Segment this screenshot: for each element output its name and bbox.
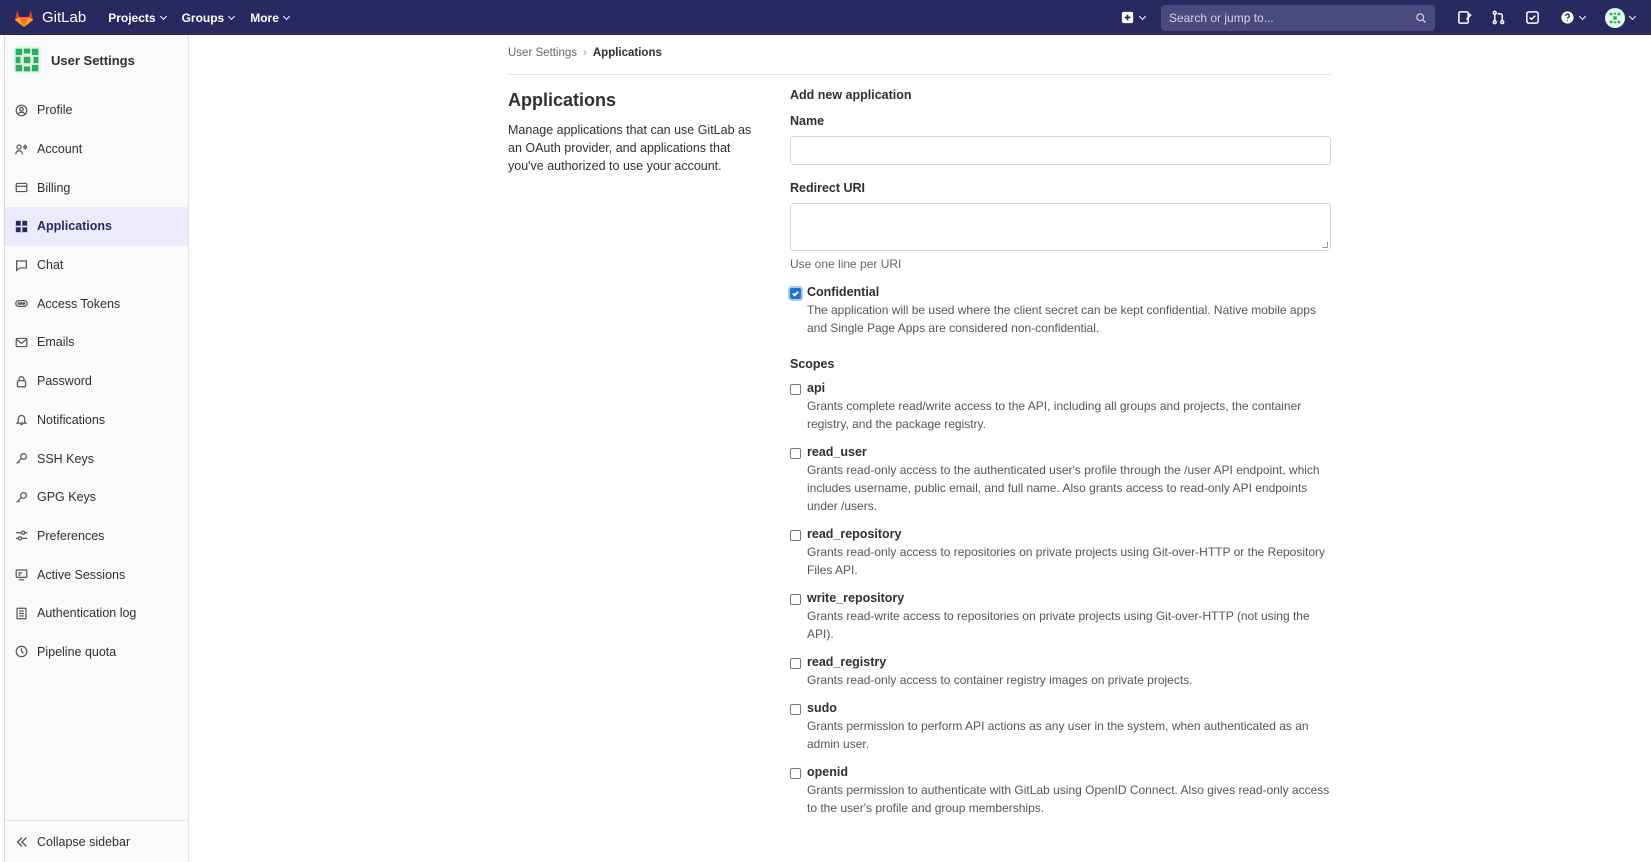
more-menu[interactable] [250, 11, 289, 25]
sidebar-item-label: Emails [37, 335, 75, 350]
sidebar-item-ssh-keys[interactable] [5, 439, 188, 478]
chevron-down-icon [283, 12, 290, 19]
projects-menu[interactable] [108, 11, 165, 25]
scope-name: sudo [807, 701, 837, 715]
sidebar-item-label: Applications [37, 219, 113, 234]
sidebar-title: User Settings [51, 52, 135, 68]
lock-icon [15, 375, 28, 388]
form-heading: Add new application [790, 88, 912, 102]
redirect-uri-help: Use one line per URI [790, 257, 902, 271]
scope-read-repository [790, 527, 1331, 579]
sidebar-item-pipeline-quota[interactable] [5, 633, 188, 672]
scope-description: Grants read-only access to container registry images on private projects. [807, 673, 1193, 687]
scope-description: Grants read-only access to the authenticated user's profile through the /user API endpoint, which includes username, public email, and full name. Also grants access to read-only API endpoints under /users. [807, 463, 1320, 513]
chevron-down-icon [1578, 12, 1585, 19]
scope-description: Grants permission to perform API actions as any user in the system, when authenticated as an admin user. [807, 719, 1309, 751]
profile-icon [15, 104, 28, 117]
email-icon [15, 336, 28, 349]
scope-sudo [790, 701, 1331, 753]
sidebar-item-authentication-log[interactable] [5, 594, 188, 633]
scope-read-repository-checkbox[interactable] [790, 530, 801, 541]
scope-name: read_registry [807, 655, 887, 669]
redirect-uri-label: Redirect URI [790, 181, 866, 195]
groups-menu[interactable] [182, 11, 235, 25]
redirect-uri-textarea[interactable] [790, 203, 1331, 251]
sidebar-item-label: Notifications [37, 412, 106, 427]
sidebar-item-label: Access Tokens [37, 296, 121, 311]
scope-write-repository-checkbox[interactable] [790, 594, 801, 605]
bell-icon [15, 413, 28, 426]
confidential-option [790, 285, 1331, 337]
plus-square-icon [1120, 10, 1135, 25]
resize-handle-icon[interactable] [1322, 242, 1328, 248]
chevron-down-icon [1138, 12, 1145, 19]
scope-description: Grants read-write access to repositories on private projects using Git-over-HTTP (not using the API). [807, 609, 1310, 641]
sidebar-item-label: Pipeline quota [37, 644, 117, 659]
key-icon [15, 452, 28, 465]
scope-read-registry-checkbox[interactable] [790, 658, 801, 669]
sidebar-item-access-tokens[interactable] [5, 284, 188, 323]
scope-name: api [807, 381, 826, 395]
intro-section [508, 90, 758, 175]
breadcrumb-user-settings[interactable]: User Settings [508, 47, 578, 59]
issues-button[interactable] [1455, 9, 1473, 27]
sidebar-item-active-sessions[interactable] [5, 555, 188, 594]
account-icon [15, 143, 28, 156]
scope-name: write_repository [807, 591, 905, 605]
billing-icon [15, 181, 28, 194]
todo-icon [1525, 10, 1540, 25]
identicon-icon [14, 47, 40, 73]
help-button[interactable] [1557, 9, 1587, 27]
sidebar-item-profile[interactable] [5, 91, 188, 130]
scope-name: read_user [807, 445, 867, 459]
collapse-sidebar-button[interactable] [5, 820, 188, 862]
chevron-down-icon [228, 12, 235, 19]
scope-description: Grants permission to authenticate with GitLab using OpenID Connect. Also gives read-only access to the user's profile and group memberships. [807, 783, 1330, 815]
user-avatar [13, 46, 41, 74]
sidebar-item-chat[interactable] [5, 246, 188, 285]
groups-menu-label: Groups [181, 10, 225, 25]
sidebar-item-password[interactable] [5, 362, 188, 401]
page-description: Manage applications that can use GitLab as an OAuth provider, and applications that you've authorized to use your account. [508, 123, 752, 173]
help-icon [1560, 10, 1575, 25]
scope-description: Grants read-only access to repositories on private projects using Git-over-HTTP or the Repository Files API. [807, 545, 1325, 577]
scope-read-user-checkbox[interactable] [790, 448, 801, 459]
sidebar-header[interactable] [5, 35, 188, 85]
sidebar-item-applications[interactable] [5, 207, 188, 246]
sidebar-item-label: Active Sessions [37, 567, 126, 582]
sidebar-item-billing[interactable] [5, 168, 188, 207]
monitor-icon [15, 568, 28, 581]
merge-request-icon [1491, 10, 1506, 25]
gitlab-logo[interactable] [13, 7, 108, 29]
issues-icon [1457, 10, 1472, 25]
sidebar-item-notifications[interactable] [5, 401, 188, 440]
applications-icon [15, 220, 28, 233]
breadcrumb [508, 47, 1331, 75]
page-title: Applications [508, 90, 617, 110]
tanuki-icon [13, 7, 35, 29]
scope-write-repository [790, 591, 1331, 643]
search-input[interactable] [1161, 5, 1435, 31]
identicon-icon [1608, 11, 1622, 25]
confidential-checkbox[interactable] [790, 288, 801, 299]
breadcrumb-current: Applications [592, 47, 662, 59]
scope-openid [790, 765, 1331, 817]
sidebar-nav [5, 91, 188, 671]
chat-icon [15, 259, 28, 272]
scope-openid-checkbox[interactable] [790, 768, 801, 779]
top-navbar [0, 0, 1651, 35]
scope-name: read_repository [807, 527, 902, 541]
new-item-button[interactable] [1117, 9, 1147, 27]
chevron-down-icon [160, 12, 167, 19]
confidential-description: The application will be used where the client secret can be kept confidential. Native mobile apps and Single Page Apps are considered non-confidential. [807, 303, 1316, 335]
user-avatar [1605, 8, 1625, 28]
main-content [189, 35, 1651, 862]
sidebar-item-label: Password [37, 374, 92, 389]
scope-name: openid [807, 765, 848, 779]
projects-menu-label: Projects [108, 10, 156, 25]
sidebar-item-label: Profile [37, 103, 73, 118]
collapse-sidebar-label: Collapse sidebar [37, 834, 131, 849]
breadcrumb-separator: › [583, 47, 587, 59]
checkmark-icon [791, 289, 800, 298]
log-icon [15, 607, 28, 620]
scope-api [790, 381, 1331, 433]
merge-requests-button[interactable] [1489, 9, 1507, 27]
search-icon [1415, 12, 1427, 24]
sidebar-item-preferences[interactable] [5, 517, 188, 556]
key-icon [15, 491, 28, 504]
scope-read-user [790, 445, 1331, 515]
sidebar-item-label: Chat [37, 258, 64, 273]
new-application-form [790, 88, 1331, 829]
preferences-icon [15, 529, 28, 542]
scope-sudo-checkbox[interactable] [790, 704, 801, 715]
search-placeholder: Search or jump to... [1169, 10, 1274, 25]
scope-api-checkbox[interactable] [790, 384, 801, 395]
brand-name: GitLab [42, 9, 87, 26]
sidebar-item-emails[interactable] [5, 323, 188, 362]
name-label: Name [790, 114, 825, 128]
sidebar-item-label: SSH Keys [37, 451, 94, 466]
scopes-title: Scopes [790, 357, 835, 371]
more-menu-label: More [250, 10, 279, 25]
sidebar-item-label: GPG Keys [37, 490, 97, 505]
sidebar-item-gpg-keys[interactable] [5, 478, 188, 517]
sidebar-item-label: Preferences [37, 528, 105, 543]
quota-icon [15, 645, 28, 658]
scope-read-registry [790, 655, 1331, 689]
confidential-label: Confidential [807, 285, 880, 299]
sidebar-item-label: Account [37, 142, 83, 157]
name-input[interactable] [790, 136, 1331, 165]
todos-button[interactable] [1523, 9, 1541, 27]
scope-description: Grants complete read/write access to the API, including all groups and projects, the container registry, and the package registry. [807, 399, 1302, 431]
user-menu-button[interactable] [1603, 9, 1637, 27]
sidebar-item-account[interactable] [5, 130, 188, 169]
token-icon [15, 297, 28, 310]
sidebar-item-label: Billing [37, 180, 71, 195]
settings-sidebar [4, 35, 189, 862]
double-chevron-left-icon [15, 835, 29, 849]
chevron-down-icon [1629, 12, 1636, 19]
sidebar-item-label: Authentication log [37, 606, 137, 621]
